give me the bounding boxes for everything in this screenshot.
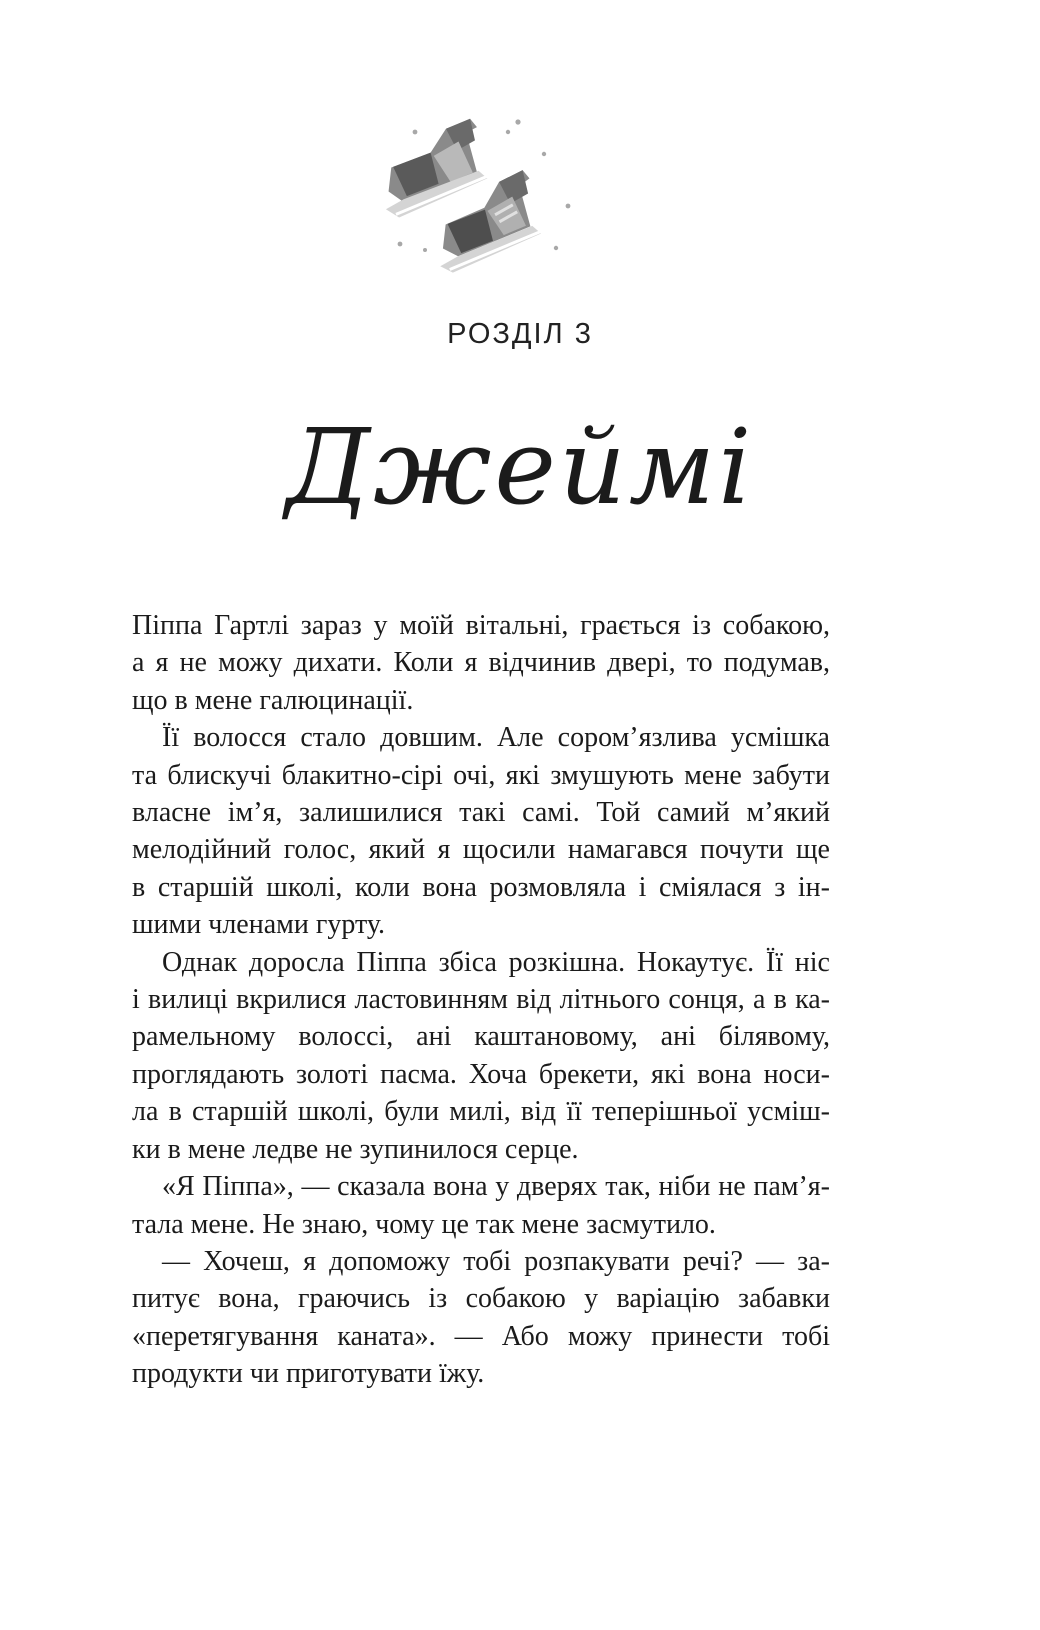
text-line: продукти чи приготувати їжу. — [132, 1358, 485, 1390]
paragraph-2 — [132, 719, 830, 943]
text-line: в старшій школі, коли вона розмовляла і сміялася з ін- — [132, 871, 830, 903]
text-line: «Я Піппа», — сказала вона у дверях так, ніби не пам’я- — [162, 1171, 830, 1203]
paragraph-1 — [132, 607, 830, 719]
text-line: та блискучі блакитно-сірі очі, які змушують мене забути — [132, 759, 830, 791]
chapter-label: РОЗДІЛ 3 — [447, 318, 593, 350]
paragraph-3 — [132, 944, 830, 1168]
text-line: а я не можу дихати. Коли я відчинив двері, то подумав, — [132, 647, 830, 679]
chapter-title: Джеймі — [285, 406, 755, 528]
text-line: власне ім’я, залишилися такі самі. Той самий м’який — [132, 797, 830, 829]
ice-skates-icon — [370, 110, 590, 290]
text-line: і вилиці вкрилися ластовинням від літнього сонця, а в ка- — [132, 984, 830, 1016]
text-line: Її волосся стало довшим. Але сором’язлива усмішка — [162, 722, 830, 754]
text-line: рамельному волоссі, ані каштановому, ані білявому, — [132, 1021, 830, 1053]
text-line: — Хочеш, я допоможу тобі розпакувати речі? — за- — [162, 1245, 830, 1277]
text-line: що в мене галюцинації. — [132, 684, 414, 716]
paragraph-4 — [132, 1168, 830, 1243]
text-line: питує вона, граючись із собакою у варіацію забавки — [132, 1283, 830, 1315]
text-line: проглядають золоті пасма. Хоча брекети, які вона носи- — [132, 1058, 830, 1090]
text-line: ки в мене ледве не зупинилося серце. — [132, 1133, 579, 1165]
text-line: ла в старшій школі, були милі, від її теперішньої усміш- — [132, 1096, 830, 1128]
text-line: «перетягування каната». — Або можу принести тобі — [132, 1320, 830, 1352]
body-text — [132, 607, 830, 1393]
paragraph-5 — [132, 1243, 830, 1393]
text-line: Піппа Гартлі зараз у моїй вітальні, грається із собакою, — [132, 610, 830, 641]
text-line: шими членами гурту. — [132, 909, 386, 941]
text-line: Однак доросла Піппа збіса розкішна. Нокаутує. Її ніс — [162, 946, 830, 978]
text-line: мелодійний голос, який я щосили намагався почути ще — [132, 834, 830, 866]
text-line: тала мене. Не знаю, чому це так мене засмутило. — [132, 1208, 716, 1240]
back-skate — [370, 118, 496, 221]
